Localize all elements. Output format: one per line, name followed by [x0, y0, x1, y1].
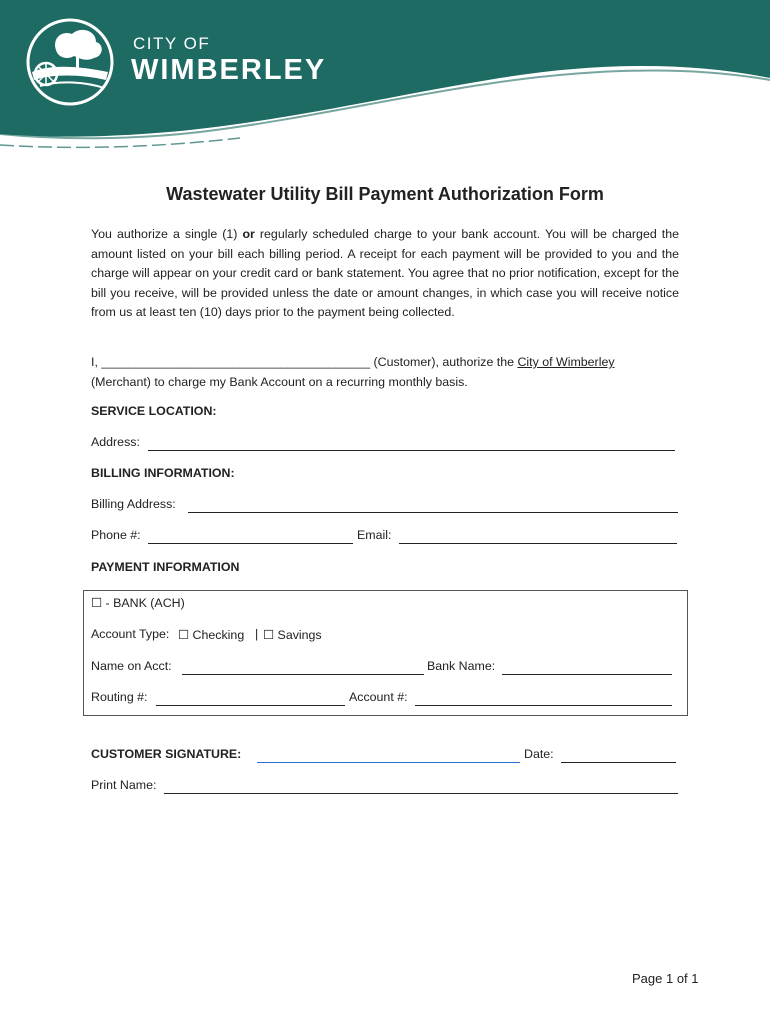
- bank-ach-checkbox[interactable]: ☐ - BANK (ACH): [91, 596, 185, 610]
- billing-address-label: Billing Address:: [91, 497, 176, 511]
- option-separator: |: [255, 627, 259, 641]
- print-name-row: [91, 778, 681, 796]
- routing-label: Routing #:: [91, 690, 148, 704]
- email-field[interactable]: [399, 543, 677, 544]
- phone-field[interactable]: [148, 543, 353, 544]
- billing-address-row: [91, 497, 681, 515]
- intro-bold-or: or: [242, 227, 255, 241]
- name-on-acct-field[interactable]: [182, 674, 424, 675]
- print-name-label: Print Name:: [91, 778, 157, 792]
- header-wave-graphic: [0, 0, 770, 160]
- signature-row: [91, 747, 681, 765]
- auth-suffix: (Merchant) to charge my Bank Account on a recurring monthly basis.: [91, 374, 468, 389]
- account-type-label: Account Type:: [91, 627, 170, 641]
- customer-signature-label: CUSTOMER SIGNATURE:: [91, 747, 242, 761]
- account-field[interactable]: [415, 705, 672, 706]
- savings-checkbox[interactable]: ☐ Savings: [263, 628, 322, 642]
- header-banner: [0, 0, 770, 160]
- routing-field[interactable]: [156, 705, 345, 706]
- logo-text-city-of: CITY OF: [133, 34, 211, 53]
- address-field[interactable]: [148, 450, 675, 451]
- intro-text-start: You authorize a single (1): [91, 227, 243, 241]
- routing-account-row: [91, 690, 681, 708]
- email-label: Email:: [357, 528, 392, 542]
- intro-text-rest: regularly scheduled charge to your bank account. You will be charged the amount listed on your bill each billing period. A receipt for each payment will be provided to you and the charge will appear on your credit card or bank statement. You agree that no prior notification, except for the bill you receive, will be provided unless the date or amount changes, in which case you will receive notice from us at least ten (10) days prior to the payment being collected.: [91, 227, 679, 319]
- form-title: Wastewater Utility Bill Payment Authorization Form: [166, 184, 604, 204]
- bank-name-field[interactable]: [502, 674, 672, 675]
- merchant-name: City of Wimberley: [517, 355, 615, 369]
- name-bank-row: [91, 659, 681, 677]
- billing-address-field[interactable]: [188, 512, 678, 513]
- phone-email-row: [91, 528, 681, 546]
- authorization-statement: [91, 353, 679, 392]
- bank-name-label: Bank Name:: [427, 659, 496, 673]
- service-location-heading: SERVICE LOCATION:: [91, 404, 217, 418]
- date-field[interactable]: [561, 762, 676, 763]
- billing-information-heading: BILLING INFORMATION:: [91, 466, 235, 480]
- address-label: Address:: [91, 435, 140, 449]
- payment-information-heading: PAYMENT INFORMATION: [91, 560, 240, 574]
- print-name-field[interactable]: [164, 793, 678, 794]
- checking-checkbox[interactable]: ☐ Checking: [178, 628, 245, 642]
- auth-prefix: I, _______________________________________ (Customer), authorize the: [91, 355, 518, 369]
- page-number: Page 1 of 1: [632, 971, 699, 986]
- phone-label: Phone #:: [91, 528, 141, 542]
- account-label: Account #:: [349, 690, 408, 704]
- logo-text-city-name: WIMBERLEY: [131, 54, 327, 86]
- name-on-acct-label: Name on Acct:: [91, 659, 172, 673]
- address-row: [91, 435, 681, 453]
- customer-signature-field[interactable]: [257, 762, 520, 763]
- intro-paragraph: [91, 225, 679, 323]
- date-label: Date:: [524, 747, 554, 761]
